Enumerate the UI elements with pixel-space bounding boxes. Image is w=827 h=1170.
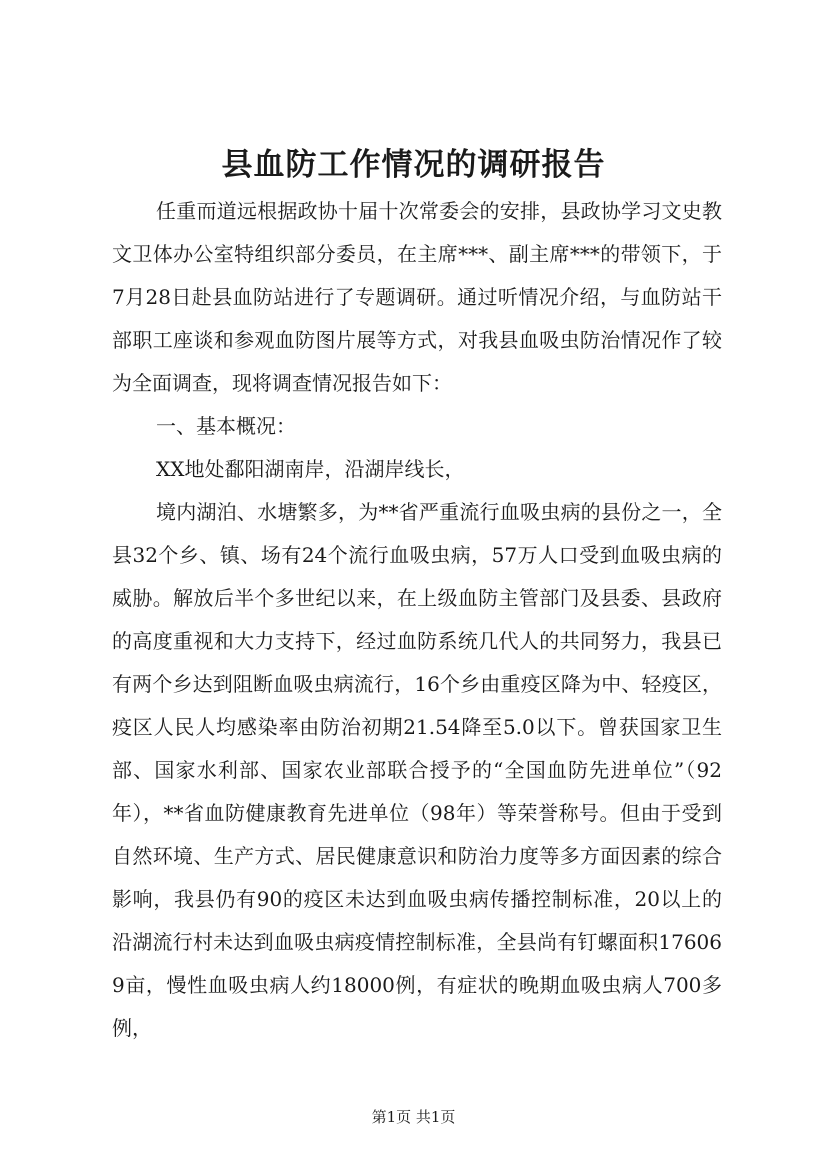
paragraph-situation: 境内湖泊、水塘繁多，为**省严重流行血吸虫病的县份之一，全县32个乡、镇、场有24个流行血吸虫病，57万人口受到血吸虫病的威胁。解放后半个多世纪以来，在上级血防主管部门及县委、县政府的高度重视和大力支持下，经过血防系统几代人的共同努力，我县已有两个乡达到阻断血吸虫病流行，16个乡由重疫区降为中、轻疫区，疫区人民人均感染率由防治初期21.54降至5.0以下。曾获国家卫生部、国家水利部、国家农业部联合授予的“全国血防先进单位”（92年），**省血防健康教育先进单位（98年）等荣誉称号。但由于受到自然环境、生产方式、居民健康意识和防治力度等多方面因素的综合影响，我县仍有90的疫区未达到血吸虫病传播控制标准，20以上的沿湖流行村未达到血吸虫病疫情控制标准，全县尚有钉螺面积176069亩，慢性血吸虫病人约18000例，有症状的晚期血吸虫病人700多例， <box>112 500 722 1040</box>
section-heading-overview: 一、基本概况： <box>156 414 296 438</box>
paragraph-intro: 任重而道远根据政协十届十次常委会的安排，县政协学习文史教文卫体办公室特组织部分委员，在主席***、副主席***的带领下，于7月28日赴县血防站进行了专题调研。通过听情况介绍，与血防站干部职工座谈和参观血防图片展等方式，对我县血吸虫防治情况作了较为全面调查，现将调查情况报告如下： <box>112 199 722 395</box>
document-title: 县血防工作情况的调研报告 <box>221 147 606 183</box>
paragraph-location: XX地处鄱阳湖南岸，沿湖岸线长， <box>156 457 465 481</box>
page-number-footer: 第1页 共1页 <box>371 1108 456 1126</box>
document-body <box>112 190 722 1050</box>
